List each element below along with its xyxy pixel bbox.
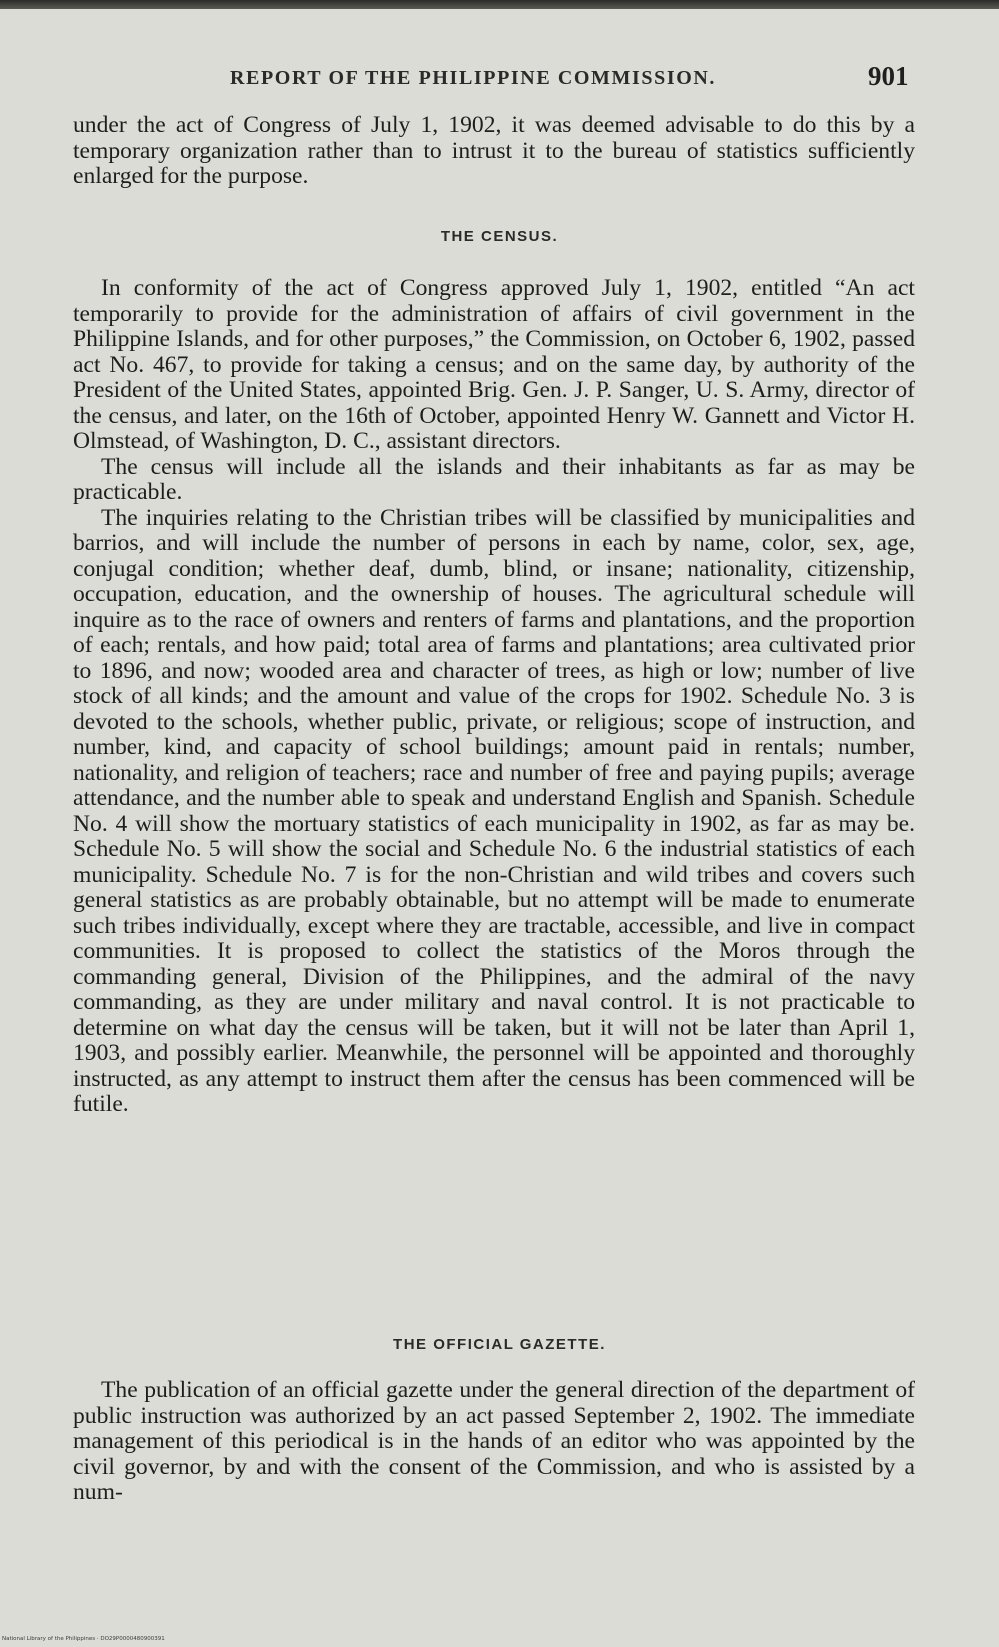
gazette-heading: THE OFFICIAL GAZETTE. [393,1336,606,1353]
census-paragraph: The inquiries relating to the Christian tribes will be classified by municipalities and barrios, and will include the number of persons in each by name, color, sex, age, conjugal condition; whether deaf, dumb, blind, or insane; nationality, citizenship, occupation, education, and the ownership of houses. The agricultural schedule will inquire as to the race of owners and renters of farms and plantations, and the proportion of each; rentals, and how paid; total area of farms and plantations; area cultivated prior to 1896, and now; wooded area and character of trees, as high or low; number of live stock of all kinds; and the amount and value of the crops for 1902. Schedule No. 3 is devoted to the schools, whether public, private, or religious; scope of instruction, and number, kind, and capacity of school buildings; amount paid in rentals; number, nationality, and religion of teachers; race and number of free and paying pupils; average attendance, and the number able to speak and understand English and Spanish. Schedule No. 4 will show the mortuary statistics of each municipality in 1902, as far as may be. Schedule No. 5 will show the social and Schedule No. 6 the industrial statistics of each municipality. Schedule No. 7 is for the non-Christian and wild tribes and covers such general statistics as are probably obtainable, but no attempt will be made to enumerate such tribes individually, except where they are tractable, accessible, and live in compact communities. It is proposed to collect the statistics of the Moros through the commanding general, Division of the Philippines, and the admiral of the navy commanding, as they are under military and naval control. It is not practicable to determine on what day the census will be taken, but it will not be later than April 1, 1903, and possibly earlier. Meanwhile, the personnel will be appointed and thoroughly instructed, as any attempt to instruct them after the census has been commenced will be futile. [73,504,915,1117]
running-head: REPORT OF THE PHILIPPINE COMMISSION. [230,67,717,89]
census-section [73,276,915,1118]
scan-top-edge [0,0,999,9]
document-page [0,9,999,1647]
page-number: 901 [868,61,909,91]
intro-paragraph: under the act of Congress of July 1, 1902, it was deemed advisable to do this by a temporary organization rather than to intrust it to the bureau of statistics sufficiently enlarged for the purpose. [73,112,915,189]
census-heading: THE CENSUS. [440,228,559,245]
census-paragraph: The census will include all the islands and their inhabitants as far as may be practicable. [73,453,915,505]
gazette-paragraph: The publication of an official gazette under the general direction of the department of public instruction was authorized by an act passed September 2, 1902. The immediate management of this periodical is in the hands of an editor who was appointed by the civil governor, by and with the consent of the Commission, and who is assisted by a num- [73,1377,915,1505]
census-paragraph: In conformity of the act of Congress approved July 1, 1902, entitled “An act temporarily to provide for the administration of affairs of civil government in the Philippine Islands, and for other purposes,” the Commission, on October 6, 1902, passed act No. 467, to provide for taking a census; and on the same day, by authority of the President of the United States, appointed Brig. Gen. J. P. Sanger, U. S. Army, director of the census, and later, on the 16th of October, appointed Henry W. Gannett and Victor H. Olmstead, of Washington, D. C., assistant directors. [73,275,915,454]
archive-stamp: National Library of the Philippines · DO29P0000480900391 [2,1636,165,1642]
